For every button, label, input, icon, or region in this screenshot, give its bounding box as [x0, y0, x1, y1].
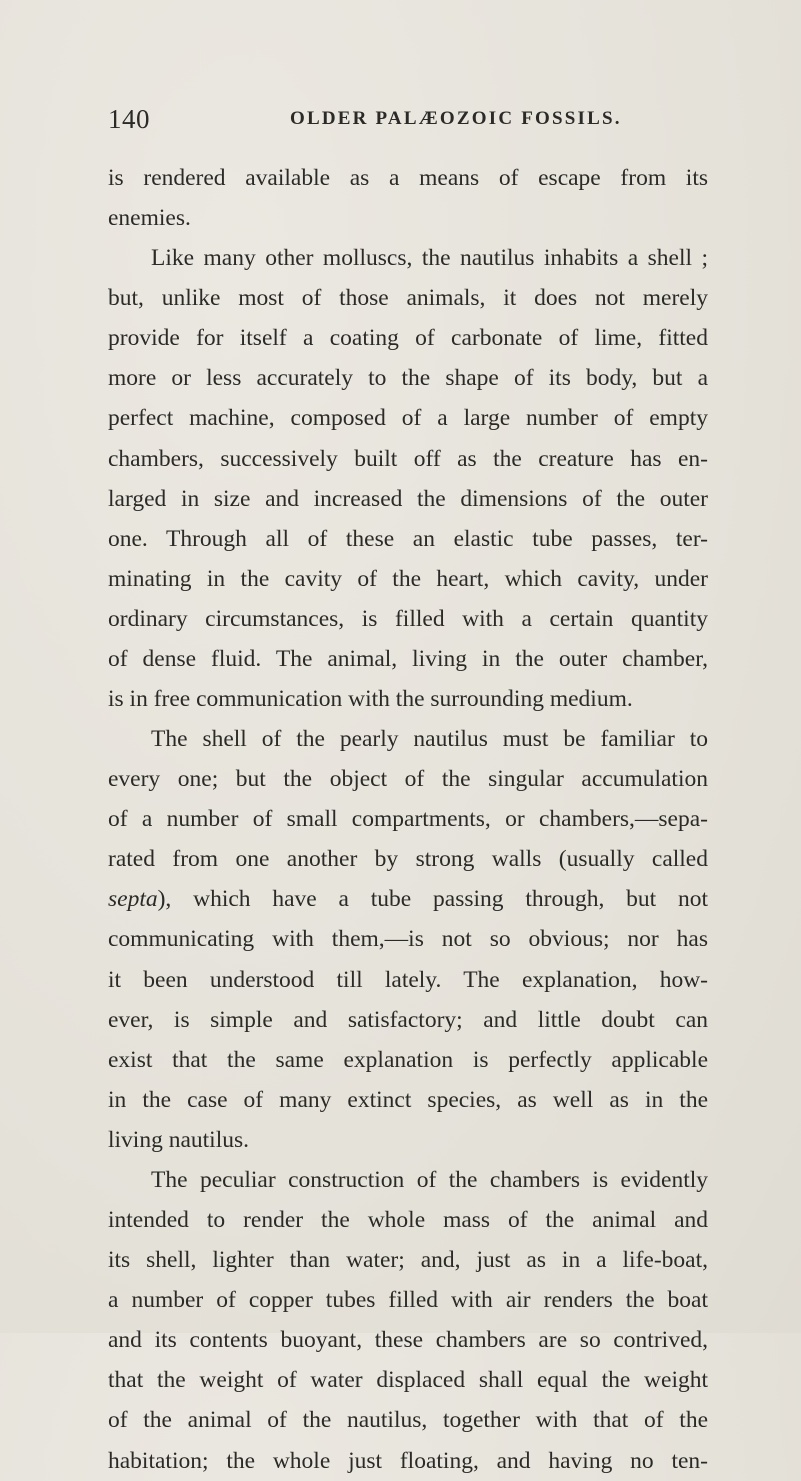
- body-text: [108, 158, 708, 1481]
- text-line: is rendered available as a means of escape from its: [108, 165, 708, 191]
- text-line: of a number of small compartments, or chambers,—sepa-: [108, 806, 708, 833]
- text-line: one. Through all of these an elastic tube passes, ter-: [108, 525, 708, 552]
- running-head: [108, 104, 708, 140]
- text-line: but, unlike most of those animals, it does not merely: [108, 285, 708, 312]
- text-line: it been understood till lately. The explanation, how-: [108, 966, 708, 993]
- text-line: more or less accurately to the shape of its body, but a: [108, 365, 708, 392]
- page-number: 140: [108, 104, 150, 134]
- text-line: Like many other molluscs, the nautilus inhabits a shell ;: [151, 245, 708, 272]
- text-line: septa), which have a tube passing through, but not: [108, 886, 708, 913]
- text-line: perfect machine, composed of a large number of empty: [108, 405, 708, 432]
- text-line: ever, is simple and satisfactory; and little doubt can: [108, 1006, 708, 1033]
- text-line: is in free communication with the surrounding medium.: [108, 686, 633, 713]
- text-line: of dense fluid. The animal, living in the outer chamber,: [108, 645, 708, 672]
- text-line: a number of copper tubes filled with air renders the boat: [108, 1287, 708, 1314]
- italic-term: septa: [108, 886, 158, 913]
- text-line: The shell of the pearly nautilus must be familiar to: [151, 726, 708, 753]
- text-line: exist that the same explanation is perfectly applicable: [108, 1046, 708, 1073]
- text-line: intended to render the whole mass of the animal and: [108, 1207, 708, 1234]
- text-line: its shell, lighter than water; and, just as in a life-boat,: [108, 1247, 708, 1274]
- text-line: that the weight of water displaced shall equal the weight: [108, 1367, 708, 1394]
- text-line: every one; but the object of the singular accumulation: [108, 766, 708, 793]
- text-line: rated from one another by strong walls (usually called: [108, 846, 708, 873]
- text-line: living nautilus.: [108, 1126, 249, 1153]
- text-line: ordinary circumstances, is filled with a certain quantity: [108, 605, 708, 632]
- text-line: communicating with them,—is not so obvious; nor has: [108, 926, 708, 953]
- text-line: minating in the cavity of the heart, which cavity, under: [108, 565, 708, 592]
- text-line: chambers, successively built off as the creature has en-: [108, 445, 708, 472]
- text-line: larged in size and increased the dimensions of the outer: [108, 485, 708, 512]
- text-line: enemies.: [108, 205, 191, 232]
- text-line: in the case of many extinct species, as well as in the: [108, 1086, 708, 1113]
- text-line: habitation; the whole just floating, and having no ten-: [108, 1447, 708, 1474]
- text-line: provide for itself a coating of carbonate of lime, fitted: [108, 325, 708, 352]
- text-line: The peculiar construction of the chambers is evidently: [151, 1166, 708, 1193]
- running-title: OLDER PALÆOZOIC FOSSILS.: [290, 108, 622, 129]
- text-line: and its contents buoyant, these chambers are so contrived,: [108, 1327, 708, 1354]
- text-line: of the animal of the nautilus, together with that of the: [108, 1407, 708, 1434]
